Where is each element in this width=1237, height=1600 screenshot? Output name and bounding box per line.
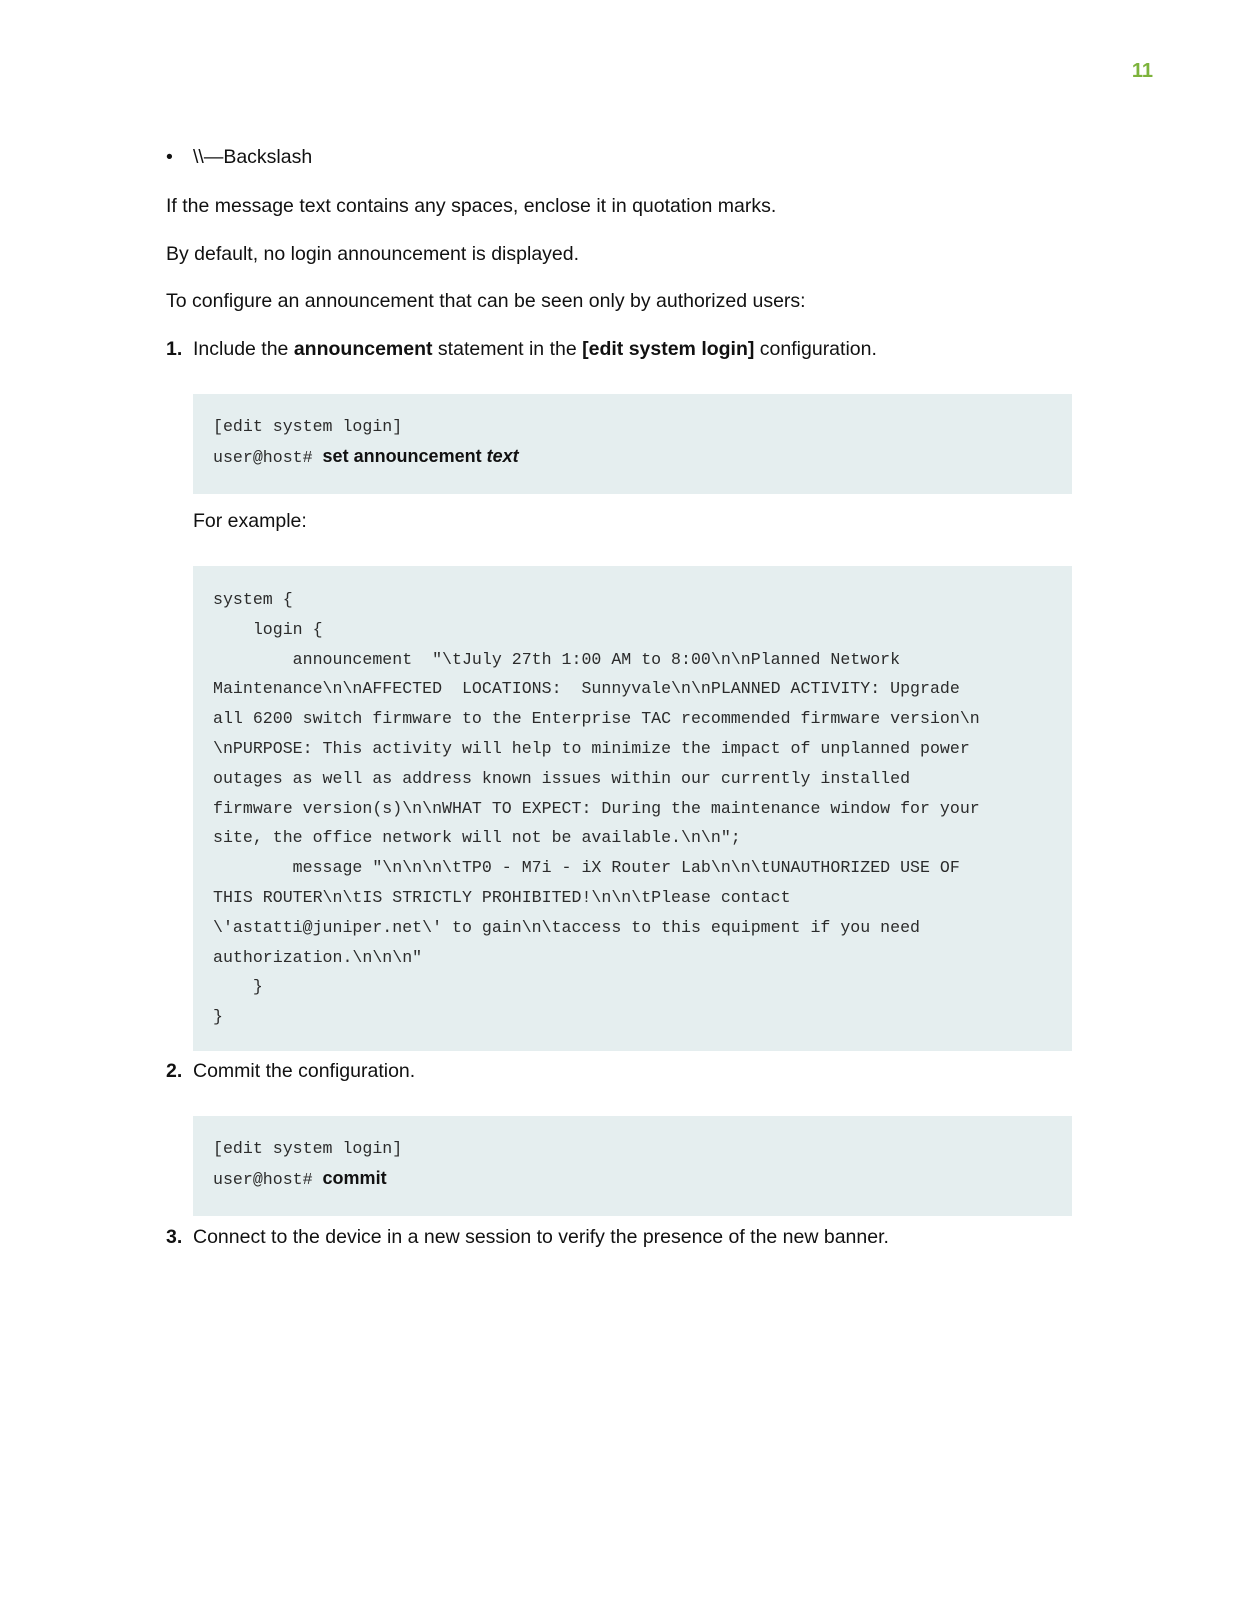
code-line (213, 1164, 1052, 1195)
cli-prompt: user@host# (213, 447, 323, 467)
code-line: THIS ROUTER\n\tIS STRICTLY PROHIBITED!\n\n\tPlease contact (213, 887, 791, 907)
cli-argument: text (486, 445, 519, 466)
step-2-number: 2. (166, 1060, 183, 1082)
step-1-bold-hierarchy: [edit system login] (582, 338, 755, 360)
step-3-number: 3. (166, 1226, 183, 1248)
code-line: all 6200 switch firmware to the Enterprise TAC recommended firmware version\n (213, 709, 980, 729)
paragraph-configure: To configure an announcement that can be seen only by authorized users: (166, 290, 806, 312)
step-1 (166, 337, 877, 361)
code-line: [edit system login] (213, 417, 403, 436)
cli-command: commit (322, 1167, 387, 1188)
code-line: announcement "\tJuly 27th 1:00 AM to 8:00\n\nPlanned Network (213, 649, 901, 669)
cli-command: set announcement (322, 445, 487, 466)
code-line: authorization.\n\n\n" (213, 947, 423, 967)
code-line: } (213, 1007, 223, 1027)
bullet-text: \\—Backslash (193, 146, 313, 168)
paragraph-quotation: If the message text contains any spaces, enclose it in quotation marks. (166, 195, 777, 217)
bullet-item (166, 145, 312, 169)
paragraph-default: By default, no login announcement is displayed. (166, 243, 580, 265)
step-1-post: configuration. (754, 338, 877, 360)
step-2 (166, 1059, 415, 1083)
code-line: site, the office network will not be available.\n\n"; (213, 828, 741, 848)
code-line (213, 442, 1052, 473)
code-line: Maintenance\n\nAFFECTED LOCATIONS: Sunnyvale\n\nPLANNED ACTIVITY: Upgrade (213, 679, 960, 699)
code-line: login { (213, 619, 323, 639)
step-1-mid: statement in the (432, 338, 583, 360)
cli-prompt: user@host# (213, 1169, 323, 1189)
step-3 (166, 1225, 889, 1249)
step-1-pre: Include the (193, 338, 294, 360)
code-line: [edit system login] (213, 1139, 403, 1158)
code-line: firmware version(s)\n\nWHAT TO EXPECT: During the maintenance window for your (213, 798, 980, 818)
code-line: system { (213, 590, 293, 609)
code-line: \nPURPOSE: This activity will help to minimize the impact of unplanned power (213, 738, 970, 758)
code-line: } (213, 977, 263, 997)
step-1-bold-announcement: announcement (293, 338, 433, 360)
for-example-label: For example: (193, 510, 307, 532)
code-line: message "\n\n\n\tTP0 - M7i - iX Router Lab\n\n\tUNAUTHORIZED USE OF (213, 858, 960, 878)
code-line: \'astatti@juniper.net\' to gain\n\taccess to this equipment if you need (213, 917, 921, 937)
code-block-commit (193, 1116, 1072, 1216)
step-3-text: Connect to the device in a new session to verify the presence of the new banner. (193, 1226, 889, 1248)
code-line: outages as well as address known issues within our currently installed (213, 768, 911, 788)
code-block-set-announcement (193, 394, 1072, 494)
page-number: 11 (1131, 60, 1153, 82)
bullet-dot: • (166, 146, 173, 168)
step-2-text: Commit the configuration. (193, 1060, 416, 1082)
code-block-example-config (193, 566, 1072, 1051)
step-1-number: 1. (166, 338, 183, 360)
